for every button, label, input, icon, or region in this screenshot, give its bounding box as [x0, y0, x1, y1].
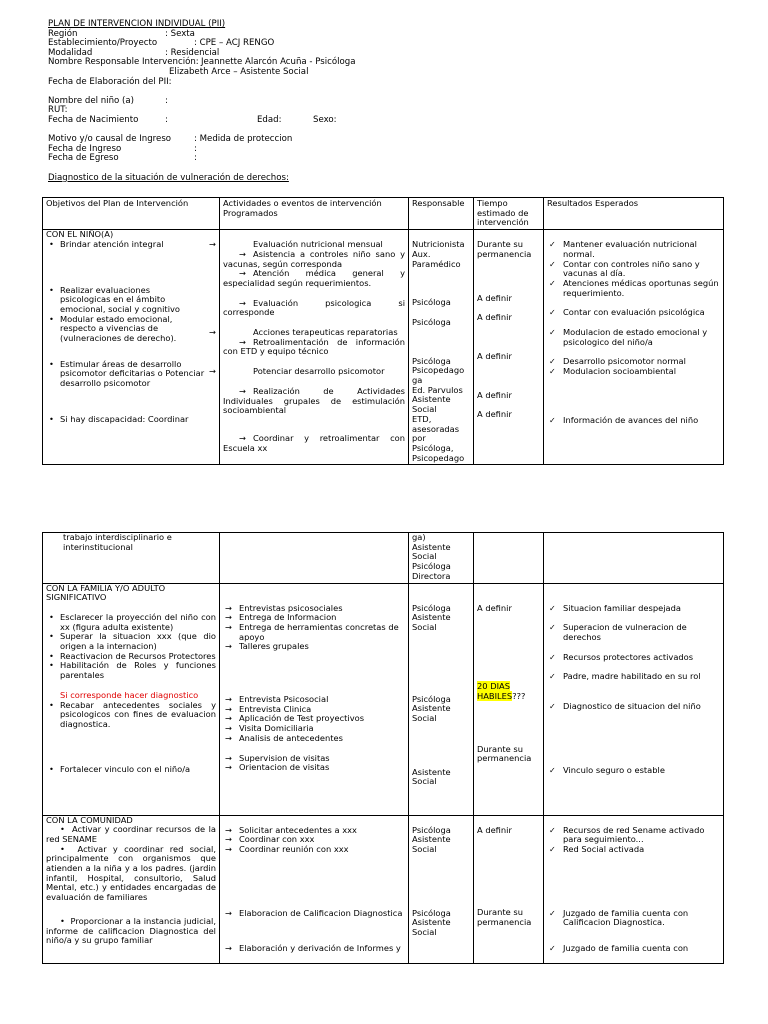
tiempo-item: Durante su permanencia [477, 239, 532, 259]
list-item: ✓ Atenciones médicas oportunas según requerimiento. [563, 279, 720, 298]
responsable-item: Ed. Parvulos [412, 384, 463, 395]
document-page-1 [0, 0, 768, 470]
responsable-item: Psicóloga [412, 907, 451, 918]
responsable-item: ga) [412, 532, 426, 542]
responsable-item: Psicóloga [412, 824, 451, 835]
list-item: → Orientacion de visitas [239, 763, 405, 773]
tiempo-item: Durante su permanencia [477, 743, 532, 764]
tiempo-cell [474, 230, 544, 465]
plazo-highlight [477, 682, 540, 701]
responsable-item: Psicóloga [412, 316, 451, 327]
list-item: → Aplicación de Test proyectivos [239, 714, 405, 724]
section-label: CON LA COMUNIDAD [46, 814, 133, 825]
list-item: • Activar y coordinar recursos de la red SENAME [46, 824, 216, 844]
field-value: : [165, 114, 168, 125]
list-item: ✓ Mantener evaluación nutricional normal. [563, 240, 720, 259]
responsable-item: ETD, asesoradas por [412, 413, 460, 444]
list-item: ✓ Modulacion de estado emocional y psicologico del niño/a [563, 328, 720, 347]
field-label: Sexo: [313, 114, 337, 125]
list-item: • Proporcionar a la instancia judicial, informe de calificacion Diagnostica del niño/a y su grupo familiar [46, 915, 217, 946]
table-row [43, 230, 724, 465]
tiempo-item: A definir [477, 602, 512, 613]
responsable-cell [409, 230, 474, 465]
responsable-item: Nutricionista [412, 239, 465, 250]
responsable-item: Psicóloga [412, 355, 451, 366]
field-value: : Medida de proteccion [194, 134, 293, 145]
list-item: ✓ Red Social activada [563, 845, 720, 855]
field-label: Región [48, 28, 78, 39]
plan-table [42, 197, 724, 465]
field-label: Fecha de Egreso [48, 153, 119, 164]
responsable-item: Asistente Social [412, 766, 451, 787]
table-header-cell: Objetivos del Plan de Intervención [43, 198, 220, 230]
responsable-item: Psicóloga [412, 297, 451, 308]
field-value: : CPE – ACJ RENGO [194, 38, 275, 49]
list-item: → Elaboración y derivación de Informes y [239, 944, 405, 954]
list-item: → Evaluación nutricional mensual [223, 240, 405, 250]
list-item: ✓ Contar con evaluación psicológica [563, 308, 720, 318]
list-item: → Analisis de antecedentes [239, 734, 405, 744]
list-item: → Potenciar desarrollo psicomotor [223, 367, 405, 377]
list-item: → Retroalimentación de información con ETD y equipo técnico [223, 338, 405, 357]
responsable-cell [409, 815, 474, 963]
tiempo-cell [474, 533, 544, 584]
list-item: → Evaluación psicologica si corresponde [223, 299, 405, 318]
list-item: → Visita Domiciliaria [239, 724, 405, 734]
actividades-cell [220, 230, 409, 465]
responsable-item: Asistente Social [412, 834, 451, 854]
list-item: • Habilitación de Roles y funciones parentales [60, 661, 216, 680]
field-label: Fecha de Elaboración del PII: [48, 76, 172, 87]
tiempo-item: A definir [477, 409, 512, 420]
responsable-item: Psicóloga [412, 693, 451, 704]
responsable-item: Psicóloga, Psicopedago [412, 442, 465, 463]
list-item: ✓ Recursos de red Sename activado para seguimiento... [563, 826, 720, 845]
responsable-item: Asistente Social [412, 917, 451, 938]
list-item: ✓ Superacion de vulneracion de derechos [563, 623, 720, 642]
field-label: Nombre Responsable Intervención: [48, 57, 199, 68]
resultados-cell [544, 230, 724, 465]
highlight-text: 20 DIAS HABILES [477, 681, 513, 701]
field-label: Nombre del niño (a) [48, 95, 134, 106]
field-label: Motivo y/o causal de Ingreso [48, 134, 172, 145]
list-item: ✓ Situacion familiar despejada [563, 604, 720, 614]
list-item: → Acciones terapeuticas reparatorias [223, 328, 405, 338]
field-value: : Sexta [165, 28, 195, 39]
diagnostico-title: Diagnostico de la situación de vulneración de derechos: [48, 172, 289, 183]
list-item: → Elaboracion de Calificacion Diagnostica [239, 909, 405, 919]
list-item: ✓ Diagnostico de situacion del niño [563, 702, 720, 712]
tiempo-cell [474, 815, 544, 963]
responsable-item: Psicóloga [412, 602, 451, 613]
objetivos-cell [43, 583, 220, 815]
list-item: • Realizar evaluaciones psicologicas en el ámbito emocional, social y cognitivo [60, 286, 195, 315]
table-header-row [43, 198, 724, 230]
actividades-cell [220, 583, 409, 815]
field-label: Establecimiento/Proyecto [48, 38, 158, 49]
table-row [43, 815, 724, 963]
responsable-item: Asistente Social [412, 541, 451, 562]
tiempo-item: A definir [477, 824, 512, 835]
list-item: • Activar y coordinar red social, principalmente con organismos que atienden a la niña y a los padres. (jardin infantil, Hospital, consultorio, Salud Mental, etc.) y entidades encargadas de evaluación de familiares [46, 843, 216, 903]
list-item: • Estimular áreas de desarrollo psicomotor deficitarias o Potenciar desarrollo psicomotor [60, 360, 205, 389]
list-item: • Esclarecer la proyección del niño con xx (figura adulta existente) [60, 613, 216, 632]
responsable-item: Asistente Social [412, 612, 451, 632]
field-value: : Residencial [165, 47, 220, 58]
diagnostico-note: Si corresponde hacer diagnostico [60, 689, 199, 700]
list-item: → Asistencia a controles niño sano y vacunas, según corresponda [223, 250, 405, 269]
tiempo-item: A definir [477, 312, 512, 323]
table-header-cell: Responsable [409, 198, 474, 230]
field-label: RUT: [48, 105, 68, 116]
objetivos-cell [43, 533, 220, 584]
responsable-item: Psicóloga [412, 561, 451, 572]
tiempo-cell [474, 583, 544, 815]
highlight-suffix: ??? [512, 690, 526, 701]
field-label: Fecha de Ingreso [48, 143, 122, 154]
list-item: → Entrega de Informacion [239, 613, 405, 623]
field-label: Fecha de Nacimiento [48, 114, 139, 125]
list-item: ✓ Contar con controles niño sano y vacunas al día. [563, 260, 720, 279]
section-label: CON EL NIÑO(A) [46, 229, 114, 240]
list-item: → Solicitar antecedentes a xxx [239, 826, 405, 836]
field-value: : [194, 153, 197, 164]
list-item: ✓ Recursos protectores activados [563, 653, 720, 663]
responsable-cell [409, 583, 474, 815]
list-item: → Coordinar con xxx [239, 835, 405, 845]
list-item: → Supervision de visitas [239, 754, 405, 764]
list-item: → Realización de Actividades Individuales grupales de estimulación socioambiental [223, 387, 405, 416]
list-item: • Modular estado emocional, respecto a vivencias de (vulneraciones de derecho). [60, 315, 195, 344]
list-item: → Entrevistas psicosociales [239, 604, 405, 614]
document-title: PLAN DE INTERVENCION INDIVIDUAL (PII) [48, 19, 226, 29]
responsable-item: Aux. Paramédico [412, 248, 461, 269]
responsable-item: Asistente Social [412, 394, 451, 415]
list-item: → Entrega de herramientas concretas de apoyo [239, 623, 405, 642]
tiempo-item: A definir [477, 292, 512, 303]
objetivos-cell [43, 230, 220, 465]
list-item: → Entrevista Clinica [239, 705, 405, 715]
responsable-cell [409, 533, 474, 584]
table-header-cell: Tiempo estimado de intervención [474, 198, 544, 230]
section-label: CON LA FAMILIA Y/O ADULTO SIGNIFICATIVO [46, 582, 166, 603]
table-header-cell: Resultados Esperados [544, 198, 724, 230]
list-item: ✓ Modulacion socioambiental [563, 367, 720, 377]
plan-table-continued [42, 532, 724, 964]
resultados-cell [544, 583, 724, 815]
list-item: • Superar la situacion xxx (que dio origen a la internacion) [60, 632, 216, 651]
list-item: • Recabar antecedentes sociales y psicologicos con fines de evaluacion diagnostica. [60, 701, 216, 730]
list-item: • Fortalecer vinculo con el niño/a [60, 765, 216, 775]
list-item-continued: trabajo interdisciplinario e interinstitucional [63, 532, 172, 552]
list-item: ✓ Desarrollo psicomotor normal [563, 357, 720, 367]
list-item: • Si hay discapacidad: Coordinar [60, 415, 216, 425]
field-value: : [165, 95, 168, 106]
tiempo-item: A definir [477, 389, 512, 400]
list-item: ✓ Juzgado de familia cuenta con [563, 944, 720, 954]
table-row [43, 533, 724, 584]
responsable-item: Psicopedago ga [412, 365, 465, 386]
actividades-cell [220, 533, 409, 584]
list-item: ✓ Padre, madre habilitado en su rol [563, 672, 720, 682]
table-header-cell: Actividades o eventos de intervención Programados [220, 198, 409, 230]
actividades-cell [220, 815, 409, 963]
list-item: • Reactivacion de Recursos Protectores [60, 652, 216, 662]
field-value: Elizabeth Arce – Asistente Social [169, 66, 309, 77]
list-item: → Coordinar y retroalimentar con Escuela xx [223, 434, 405, 453]
field-value: : [194, 143, 197, 154]
responsable-item: Asistente Social [412, 703, 451, 724]
tiempo-item: Durante su permanencia [477, 907, 532, 927]
list-item: ✓ Información de avances del niño [563, 416, 720, 426]
document-page-2 [0, 532, 768, 1024]
resultados-cell [544, 815, 724, 963]
field-value: Jeannette Alarcón Acuña - Psicóloga [201, 57, 356, 68]
list-item: ✓ Juzgado de familia cuenta con Calificacion Diagnostica. [563, 909, 720, 928]
resultados-cell [544, 533, 724, 584]
responsable-item: Directora [412, 570, 451, 581]
list-item: → Talleres grupales [239, 642, 405, 652]
tiempo-item: A definir [477, 350, 512, 361]
field-label: Edad: [257, 114, 282, 125]
table-row [43, 583, 724, 815]
objetivos-cell [43, 815, 220, 963]
list-item: → Entrevista Psicosocial [239, 695, 405, 705]
list-item: • Brindar atención integral [60, 240, 216, 250]
list-item: → Atención médica general y especialidad según requerimientos. [223, 269, 405, 288]
list-item: → Coordinar reunión con xxx [239, 845, 405, 855]
list-item: ✓ Vinculo seguro o estable [563, 766, 720, 776]
field-label: Modalidad [48, 47, 93, 58]
